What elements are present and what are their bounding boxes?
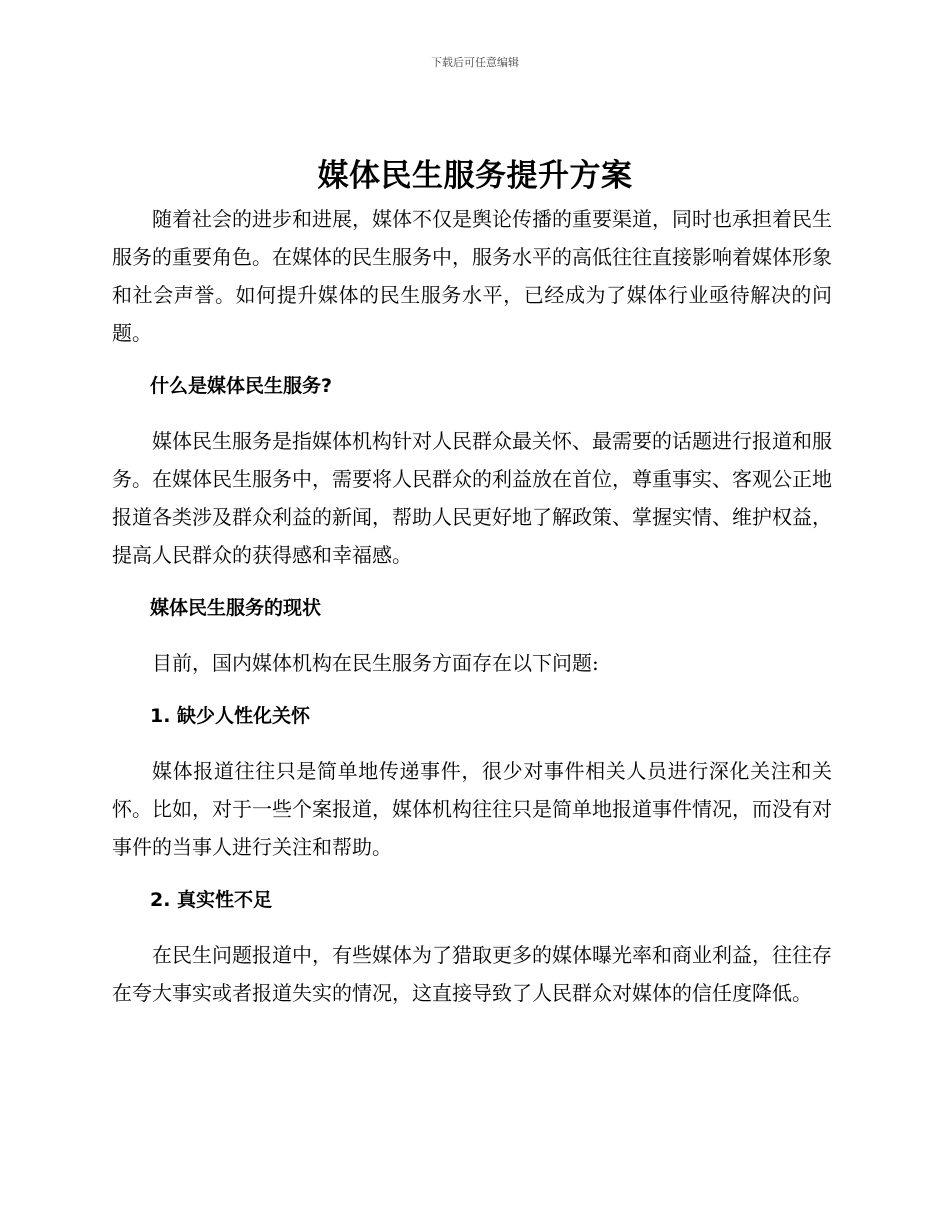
intro-paragraph: 随着社会的进步和进展，媒体不仅是舆论传播的重要渠道，同时也承担着民生服务的重要角色。在媒体的民生服务中，服务水平的高低往往直接影响着媒体形象和社会声誉。如何提升媒体的民生服务水平，已经成为了媒体行业亟待解决的问题。 [112,207,832,345]
header-note: 下载后可任意编辑 [431,56,519,69]
document-title: 媒体民生服务提升方案 [317,158,633,194]
section-heading-what: 什么是媒体民生服务? [150,375,333,397]
document-body [112,200,832,1012]
paragraph-2: 在民生问题报道中，有些媒体为了猎取更多的媒体曝光率和商业利益，往往存在夸大事实或者报道失实的情况，这直接导致了人民群众对媒体的信任度降低。 [112,943,832,1005]
paragraph-status: 目前，国内媒体机构在民生服务方面存在以下问题: [152,651,599,675]
paragraph-1: 媒体报道往往只是简单地传递事件，很少对事件相关人员进行深化关注和关怀。比如，对于一些个案报道，媒体机构往往只是简单地报道事件情况，而没有对事件的当事人进行关注和帮助。 [112,759,832,859]
subheading-1: 1. 缺少人性化关怀 [150,705,311,727]
paragraph-what: 媒体民生服务是指媒体机构针对人民群众最关怀、最需要的话题进行报道和服务。在媒体民生服务中，需要将人民群众的利益放在首位，尊重事实、客观公正地报道各类涉及群众利益的新闻，帮助人民更好地了解政策、掌握实情、维护权益，提高人民群众的获得感和幸福感。 [112,429,832,567]
section-heading-status: 媒体民生服务的现状 [150,597,322,619]
subheading-2: 2. 真实性不足 [150,889,273,911]
